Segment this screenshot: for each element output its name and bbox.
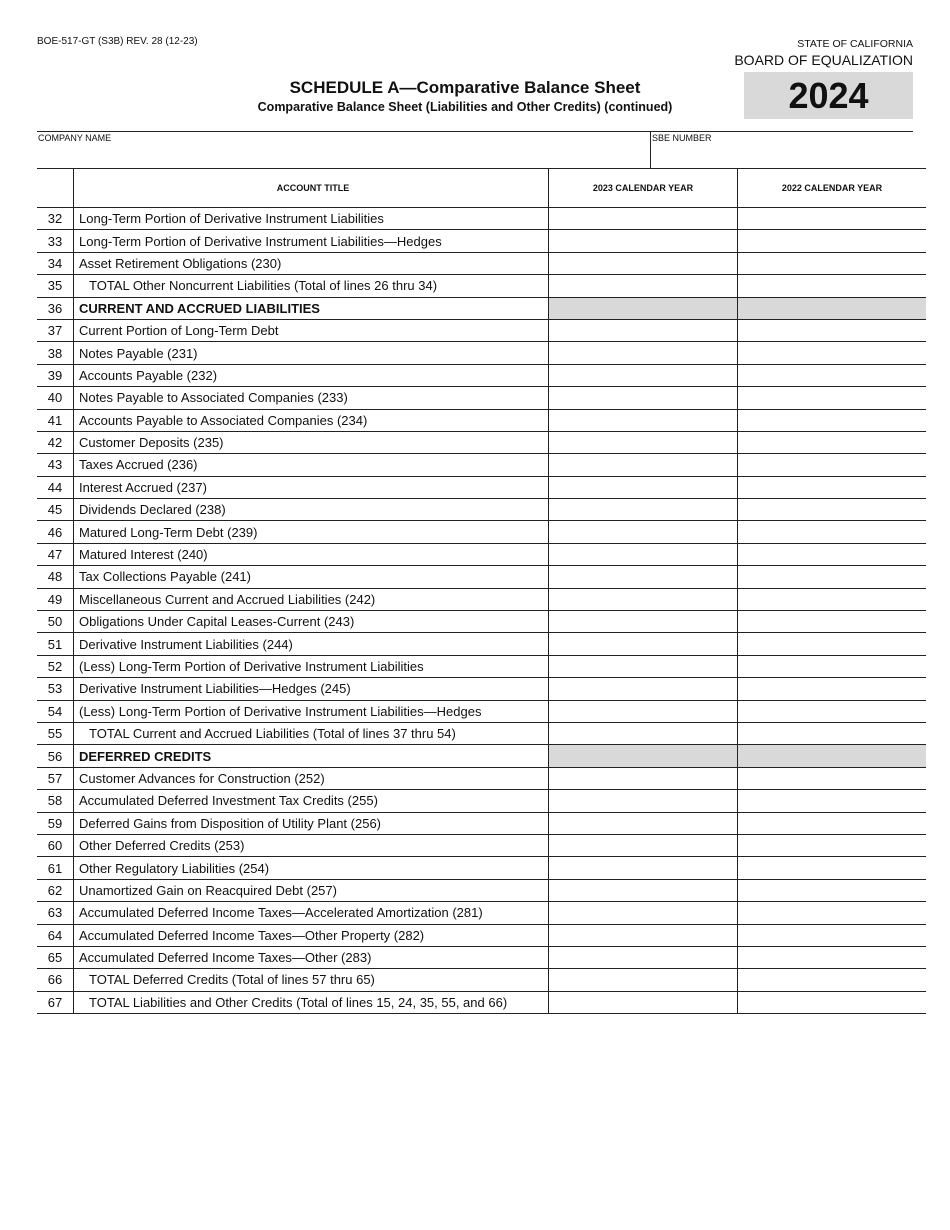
year-2022-value[interactable] xyxy=(738,633,927,655)
table-row xyxy=(37,364,926,386)
table-row xyxy=(37,722,926,744)
year-2023-value[interactable] xyxy=(549,566,738,588)
company-name-field[interactable] xyxy=(37,132,651,169)
year-2022-value[interactable] xyxy=(738,431,927,453)
account-title: Current Portion of Long-Term Debt xyxy=(74,319,549,341)
table-row xyxy=(37,297,926,319)
year-2023-value[interactable] xyxy=(549,812,738,834)
state-label: STATE OF CALIFORNIA xyxy=(797,38,913,50)
year-2023-value[interactable] xyxy=(549,208,738,230)
table-row xyxy=(37,991,926,1013)
account-title: (Less) Long-Term Portion of Derivative Instrument Liabilities xyxy=(74,655,549,677)
line-number: 48 xyxy=(37,566,74,588)
year-2023-value xyxy=(549,297,738,319)
year-2023-value[interactable] xyxy=(549,790,738,812)
year-2023-value[interactable] xyxy=(549,409,738,431)
year-2022-value[interactable] xyxy=(738,655,927,677)
line-number: 36 xyxy=(37,297,74,319)
board-label: BOARD OF EQUALIZATION xyxy=(734,52,913,68)
line-number: 63 xyxy=(37,902,74,924)
table-row xyxy=(37,924,926,946)
year-2023-value[interactable] xyxy=(549,431,738,453)
account-title: TOTAL Liabilities and Other Credits (Total of lines 15, 24, 35, 55, and 66) xyxy=(74,991,549,1013)
year-2023-value[interactable] xyxy=(549,543,738,565)
line-number: 42 xyxy=(37,431,74,453)
account-title: Accumulated Deferred Income Taxes—Other Property (282) xyxy=(74,924,549,946)
account-title: Taxes Accrued (236) xyxy=(74,454,549,476)
year-2022-value[interactable] xyxy=(738,476,927,498)
table-row xyxy=(37,902,926,924)
account-title: Other Deferred Credits (253) xyxy=(74,834,549,856)
account-title: Matured Long-Term Debt (239) xyxy=(74,521,549,543)
identification-row xyxy=(37,131,913,169)
account-title: Miscellaneous Current and Accrued Liabilities (242) xyxy=(74,588,549,610)
table-row xyxy=(37,566,926,588)
table-body xyxy=(37,208,926,1014)
account-title-header: ACCOUNT TITLE xyxy=(74,169,549,208)
line-number: 55 xyxy=(37,722,74,744)
account-title: CURRENT AND ACCRUED LIABILITIES xyxy=(74,297,549,319)
table-row xyxy=(37,745,926,767)
year-2023-value[interactable] xyxy=(549,230,738,252)
account-title: Long-Term Portion of Derivative Instrument Liabilities xyxy=(74,208,549,230)
account-title: TOTAL Current and Accrued Liabilities (Total of lines 37 thru 54) xyxy=(74,722,549,744)
form-id: BOE-517-GT (S3B) REV. 28 (12-23) xyxy=(37,36,198,47)
year-2022-value[interactable] xyxy=(738,879,927,901)
table-row xyxy=(37,767,926,789)
account-title: DEFERRED CREDITS xyxy=(74,745,549,767)
year-2022-value[interactable] xyxy=(738,387,927,409)
year-2022-value[interactable] xyxy=(738,991,927,1013)
account-title: Accounts Payable to Associated Companies (234) xyxy=(74,409,549,431)
year-2023-value[interactable] xyxy=(549,454,738,476)
table-row xyxy=(37,857,926,879)
year-2022-value[interactable] xyxy=(738,319,927,341)
year-2023-value[interactable] xyxy=(549,857,738,879)
account-title: Unamortized Gain on Reacquired Debt (257) xyxy=(74,879,549,901)
page-title: SCHEDULE A—Comparative Balance Sheet xyxy=(289,78,641,97)
year-2022-value[interactable] xyxy=(738,342,927,364)
year-2022-value[interactable] xyxy=(738,946,927,968)
table-row xyxy=(37,230,926,252)
account-title: Dividends Declared (238) xyxy=(74,499,549,521)
table-row xyxy=(37,790,926,812)
line-number: 57 xyxy=(37,767,74,789)
table-row xyxy=(37,521,926,543)
year-2022-value[interactable] xyxy=(738,834,927,856)
year-2023-value[interactable] xyxy=(549,991,738,1013)
table-row xyxy=(37,543,926,565)
line-number: 45 xyxy=(37,499,74,521)
year-2022-value[interactable] xyxy=(738,521,927,543)
year-2022-value[interactable] xyxy=(738,409,927,431)
table-row xyxy=(37,342,926,364)
year-2023-value[interactable] xyxy=(549,902,738,924)
table-row xyxy=(37,454,926,476)
account-title: Accounts Payable (232) xyxy=(74,364,549,386)
table-row xyxy=(37,499,926,521)
year-2022-value[interactable] xyxy=(738,499,927,521)
year-2023-value[interactable] xyxy=(549,633,738,655)
account-title: Notes Payable (231) xyxy=(74,342,549,364)
table-row xyxy=(37,812,926,834)
year-2023-value[interactable] xyxy=(549,767,738,789)
balance-sheet-table xyxy=(37,168,926,1014)
year-2023-value[interactable] xyxy=(549,969,738,991)
table-row xyxy=(37,969,926,991)
account-title: Asset Retirement Obligations (230) xyxy=(74,252,549,274)
table-row xyxy=(37,252,926,274)
table-header-row xyxy=(37,169,926,208)
line-number: 64 xyxy=(37,924,74,946)
account-title: Matured Interest (240) xyxy=(74,543,549,565)
line-number: 50 xyxy=(37,611,74,633)
year-2023-value[interactable] xyxy=(549,722,738,744)
year-2022-value[interactable] xyxy=(738,454,927,476)
line-number: 49 xyxy=(37,588,74,610)
year-2023-value[interactable] xyxy=(549,946,738,968)
page-subtitle: Comparative Balance Sheet (Liabilities and Other Credits) (continued) xyxy=(257,100,673,114)
account-title: Notes Payable to Associated Companies (233) xyxy=(74,387,549,409)
year-2022-value[interactable] xyxy=(738,252,927,274)
year-2023-value[interactable] xyxy=(549,879,738,901)
year-2023-value xyxy=(549,745,738,767)
line-number: 60 xyxy=(37,834,74,856)
table-row xyxy=(37,588,926,610)
year-2023-value[interactable] xyxy=(549,700,738,722)
year-2023-value[interactable] xyxy=(549,611,738,633)
line-number: 37 xyxy=(37,319,74,341)
line-number: 38 xyxy=(37,342,74,364)
table-row xyxy=(37,275,926,297)
table-row xyxy=(37,633,926,655)
line-number: 52 xyxy=(37,655,74,677)
line-number: 46 xyxy=(37,521,74,543)
account-title: Deferred Gains from Disposition of Utility Plant (256) xyxy=(74,812,549,834)
year-2022-value[interactable] xyxy=(738,700,927,722)
account-title: Derivative Instrument Liabilities (244) xyxy=(74,633,549,655)
year-2022-value[interactable] xyxy=(738,566,927,588)
year-2022-value[interactable] xyxy=(738,902,927,924)
year-2023-value[interactable] xyxy=(549,319,738,341)
year-2023-value[interactable] xyxy=(549,476,738,498)
year-2022-value[interactable] xyxy=(738,767,927,789)
account-title: Derivative Instrument Liabilities—Hedges (245) xyxy=(74,678,549,700)
year-2023-value[interactable] xyxy=(549,364,738,386)
year-2023-value[interactable] xyxy=(549,342,738,364)
line-number: 53 xyxy=(37,678,74,700)
line-number: 56 xyxy=(37,745,74,767)
line-number-header xyxy=(37,169,74,208)
company-name-label: COMPANY NAME xyxy=(38,133,112,143)
year-2022-value[interactable] xyxy=(738,790,927,812)
year-2022-value[interactable] xyxy=(738,230,927,252)
line-number: 44 xyxy=(37,476,74,498)
line-number: 40 xyxy=(37,387,74,409)
year-2022-value[interactable] xyxy=(738,611,927,633)
account-title: Customer Deposits (235) xyxy=(74,431,549,453)
account-title: Accumulated Deferred Income Taxes—Accelerated Amortization (281) xyxy=(74,902,549,924)
line-number: 41 xyxy=(37,409,74,431)
year-2022-value[interactable] xyxy=(738,924,927,946)
table-row xyxy=(37,678,926,700)
line-number: 43 xyxy=(37,454,74,476)
line-number: 32 xyxy=(37,208,74,230)
account-title: Accumulated Deferred Investment Tax Credits (255) xyxy=(74,790,549,812)
table-row xyxy=(37,611,926,633)
account-title: Other Regulatory Liabilities (254) xyxy=(74,857,549,879)
year-2022-value[interactable] xyxy=(738,275,927,297)
account-title: Customer Advances for Construction (252) xyxy=(74,767,549,789)
line-number: 58 xyxy=(37,790,74,812)
line-number: 65 xyxy=(37,946,74,968)
table-row xyxy=(37,834,926,856)
account-title: Obligations Under Capital Leases-Current (243) xyxy=(74,611,549,633)
table-row xyxy=(37,431,926,453)
year-2022-header: 2022 CALENDAR YEAR xyxy=(738,169,927,208)
table-row xyxy=(37,655,926,677)
table-row xyxy=(37,387,926,409)
table-row xyxy=(37,319,926,341)
account-title: (Less) Long-Term Portion of Derivative Instrument Liabilities—Hedges xyxy=(74,700,549,722)
year-2022-value[interactable] xyxy=(738,969,927,991)
year-2023-value[interactable] xyxy=(549,678,738,700)
sbe-number-field[interactable] xyxy=(651,132,913,169)
line-number: 61 xyxy=(37,857,74,879)
year-2022-value[interactable] xyxy=(738,588,927,610)
account-title: Interest Accrued (237) xyxy=(74,476,549,498)
line-number: 33 xyxy=(37,230,74,252)
line-number: 51 xyxy=(37,633,74,655)
table-row xyxy=(37,700,926,722)
line-number: 39 xyxy=(37,364,74,386)
sbe-number-label: SBE NUMBER xyxy=(652,133,712,143)
year-2023-value[interactable] xyxy=(549,588,738,610)
line-number: 47 xyxy=(37,543,74,565)
year-2022-value xyxy=(738,745,927,767)
line-number: 54 xyxy=(37,700,74,722)
year-2023-value[interactable] xyxy=(549,275,738,297)
account-title: TOTAL Other Noncurrent Liabilities (Total of lines 26 thru 34) xyxy=(74,275,549,297)
year-2023-value[interactable] xyxy=(549,924,738,946)
year-2023-value[interactable] xyxy=(549,499,738,521)
line-number: 34 xyxy=(37,252,74,274)
table-row xyxy=(37,409,926,431)
year-2022-value[interactable] xyxy=(738,678,927,700)
year-badge: 2024 xyxy=(744,72,913,119)
year-2023-value[interactable] xyxy=(549,521,738,543)
line-number: 35 xyxy=(37,275,74,297)
table-row xyxy=(37,476,926,498)
year-2022-value xyxy=(738,297,927,319)
year-2022-value[interactable] xyxy=(738,364,927,386)
table-row xyxy=(37,879,926,901)
year-2023-value[interactable] xyxy=(549,834,738,856)
year-2023-value[interactable] xyxy=(549,387,738,409)
account-title: TOTAL Deferred Credits (Total of lines 57 thru 65) xyxy=(74,969,549,991)
year-2023-value[interactable] xyxy=(549,655,738,677)
line-number: 67 xyxy=(37,991,74,1013)
account-title: Long-Term Portion of Derivative Instrument Liabilities—Hedges xyxy=(74,230,549,252)
year-2023-header: 2023 CALENDAR YEAR xyxy=(549,169,738,208)
account-title: Accumulated Deferred Income Taxes—Other (283) xyxy=(74,946,549,968)
year-2022-value[interactable] xyxy=(738,722,927,744)
year-2023-value[interactable] xyxy=(549,252,738,274)
line-number: 59 xyxy=(37,812,74,834)
year-2022-value[interactable] xyxy=(738,543,927,565)
table-row xyxy=(37,208,926,230)
line-number: 62 xyxy=(37,879,74,901)
line-number: 66 xyxy=(37,969,74,991)
account-title: Tax Collections Payable (241) xyxy=(74,566,549,588)
year-2022-value[interactable] xyxy=(738,812,927,834)
year-2022-value[interactable] xyxy=(738,857,927,879)
table-row xyxy=(37,946,926,968)
year-2022-value[interactable] xyxy=(738,208,927,230)
